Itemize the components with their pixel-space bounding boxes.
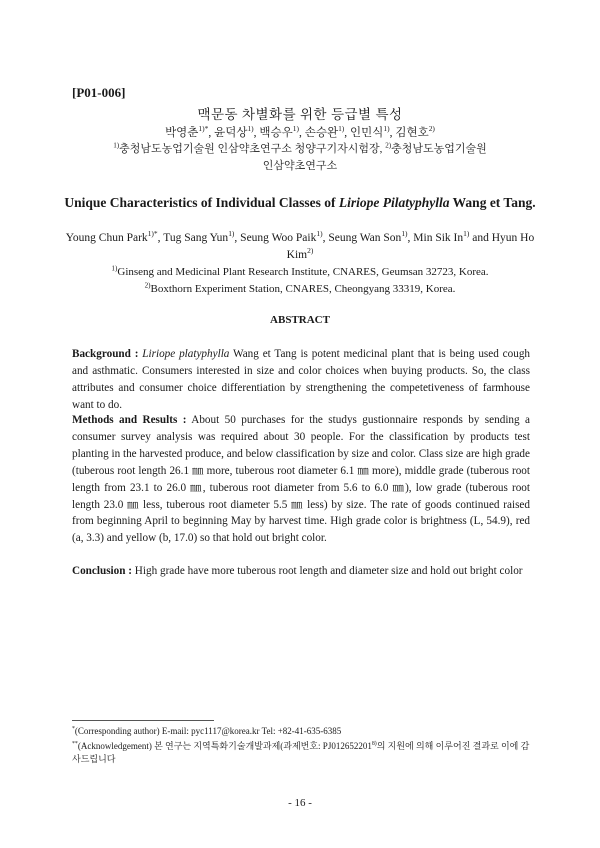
korean-affiliation-line2: 인삼약초연구소 [262, 160, 338, 172]
korean-affiliation [60, 141, 540, 175]
korean-title: 맥문동 차별화를 위한 등급별 특성 [197, 107, 403, 122]
conclusion-label: Conclusion : [72, 565, 132, 577]
conclusion-text: High grade have more tuberous root length and diameter size and hold out bright color [132, 565, 523, 577]
footnote-acknowledgement: **(Acknowledgement) 본 연구는 지역특화기술개발과제(과제번호: PJ012652201$^{8)}$의 지원에 의해 이루어진 결과로 이에 감사드립니다 [72, 741, 530, 764]
english-title-suffix: Wang et Tang. [449, 195, 536, 210]
english-title [60, 192, 540, 213]
korean-affiliation-line1: $^{1)}$충청남도농업기술원 인삼약초연구소 청양구기자시험장, $^{2)}$충청남도농업기술원 [113, 141, 487, 155]
english-affiliation-1: $^{1)}$Ginseng and Medicinal Plant Research Institute, CNARES, Geumsan 32723, Korea. [111, 264, 489, 278]
footnote-corresponding: *(Corresponding author) E-mail: pyc1117@korea.kr Tel: +82-41-635-6385 [72, 726, 342, 736]
background-label: Background : [72, 348, 139, 360]
footnote-divider [72, 720, 214, 721]
english-title-species: Liriope Pilatyphylla [338, 195, 450, 210]
paper-code: [P01-006] [72, 85, 126, 100]
methods-section [72, 412, 530, 547]
background-section [72, 346, 530, 414]
abstract-heading: ABSTRACT [270, 314, 330, 326]
background-text: Wang et Tang is potent medicinal plant that is being used cough and asthmatic. Consumers interested in size and color choices when buying products. So, the class attributes and consumer choice differentiation by strengthening the competetiveness of farmhouse want to do. [72, 348, 531, 411]
english-title-prefix: Unique Characteristics of Individual Classes of [64, 195, 339, 210]
background-species: Liriope platyphylla [142, 348, 230, 360]
english-authors: Young Chun Park$^{1)*}$, Tug Sang Yun$^{1)}$, Seung Woo Paik$^{1)}$, Seung Wan Son$^{1)}$, Min Sik In$^{1)}$ and Hyun Ho Kim$^{2)}$ [65, 229, 535, 261]
page-number: - 16 - [288, 797, 312, 809]
english-affiliations [60, 264, 540, 298]
methods-label: Methods and Results : [72, 414, 187, 426]
conclusion-section [72, 563, 530, 580]
methods-text: About 50 purchases for the studys gustionnaire responds by sending a consumer survey analysis was required about 30 people. For the classification by products test planting in the harvested produce, and below classification by size and color. Class size are high grade (tuberous root length 26.1 ㎜ more, tuberous root diameter 6.1 ㎜ more), middle grade (tuberous root length from 23.1 to 26.0 ㎜, tuberous root diameter from 5.6 to 6.0 ㎜), low grade (tuberous root length 23.0 ㎜ less, tuberous root diameter 5.5 ㎜ less) by size. The rate of goods continued raised from beginning April to beginning May by harvest time. High grade color is brightness (L, 54.9), red (a, 3.3) and yellow (b, 17.0) so that hold out bright color. [72, 414, 530, 545]
english-affiliation-2: $^{2)}$Boxthorn Experiment Station, CNARES, Cheongyang 33319, Korea. [144, 281, 456, 295]
korean-authors: 박영춘$^{1)*}$, 윤덕상$^{1)}$, 백승우$^{1)}$, 손승완$^{1)}$, 인민식$^{1)}$, 김현호$^{2)}$ [165, 124, 435, 139]
